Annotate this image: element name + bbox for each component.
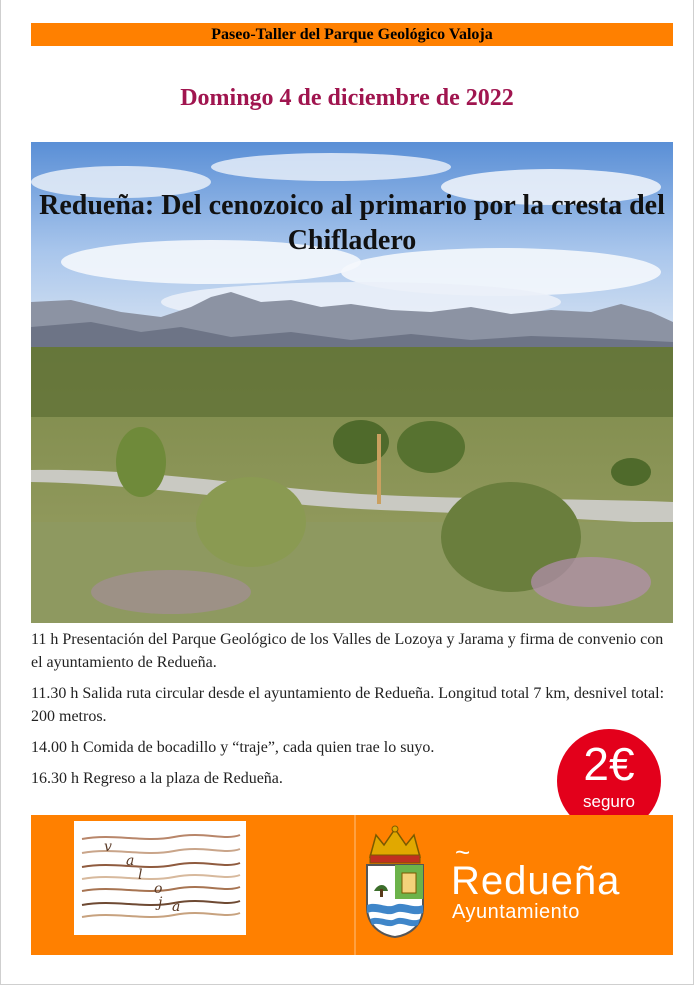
badge-label: seguro (583, 792, 635, 811)
hero-title: Redueña: Del cenozoico al primario por la cresta del Chifladero (39, 190, 665, 256)
town-subtitle: Ayuntamiento (452, 901, 580, 923)
valoja-logo-graphic (74, 821, 246, 935)
redueña-logo (451, 835, 661, 935)
footer-bar (31, 815, 673, 955)
schedule-item: 14.00 h Comida de bocadillo y “traje”, cada quien trae lo suyo. (31, 739, 435, 756)
valoja-logo (74, 821, 246, 935)
coat-of-arms (362, 821, 428, 939)
coat-of-arms-icon (362, 821, 428, 939)
header-banner (31, 23, 673, 46)
svg-text:j: j (158, 895, 163, 911)
footer-divider (354, 815, 356, 955)
town-name: Redueña (451, 859, 621, 903)
landscape-photo (31, 142, 673, 623)
schedule-item: 16.30 h Regreso a la plaza de Redueña. (31, 770, 283, 787)
schedule-item: 11.30 h Salida ruta circular desde el ayuntamiento de Redueña. Longitud total 7 km, desnivel total: 200 metros. (31, 685, 665, 725)
svg-text:a: a (172, 899, 181, 915)
event-date: Domingo 4 de diciembre de 2022 (180, 85, 514, 111)
svg-text:o: o (154, 881, 163, 897)
svg-text:v: v (104, 839, 112, 855)
badge-price: 2€ (583, 738, 635, 790)
svg-text:l: l (138, 867, 143, 883)
header-banner-text: Paseo-Taller del Parque Geológico Valoja (211, 25, 493, 43)
svg-text:a: a (126, 853, 135, 869)
logo-tilde: ~ (455, 837, 471, 867)
schedule-item: 11 h Presentación del Parque Geológico de los Valles de Lozoya y Jarama y firma de convenio con el ayuntamiento de Redueña. (31, 631, 664, 671)
